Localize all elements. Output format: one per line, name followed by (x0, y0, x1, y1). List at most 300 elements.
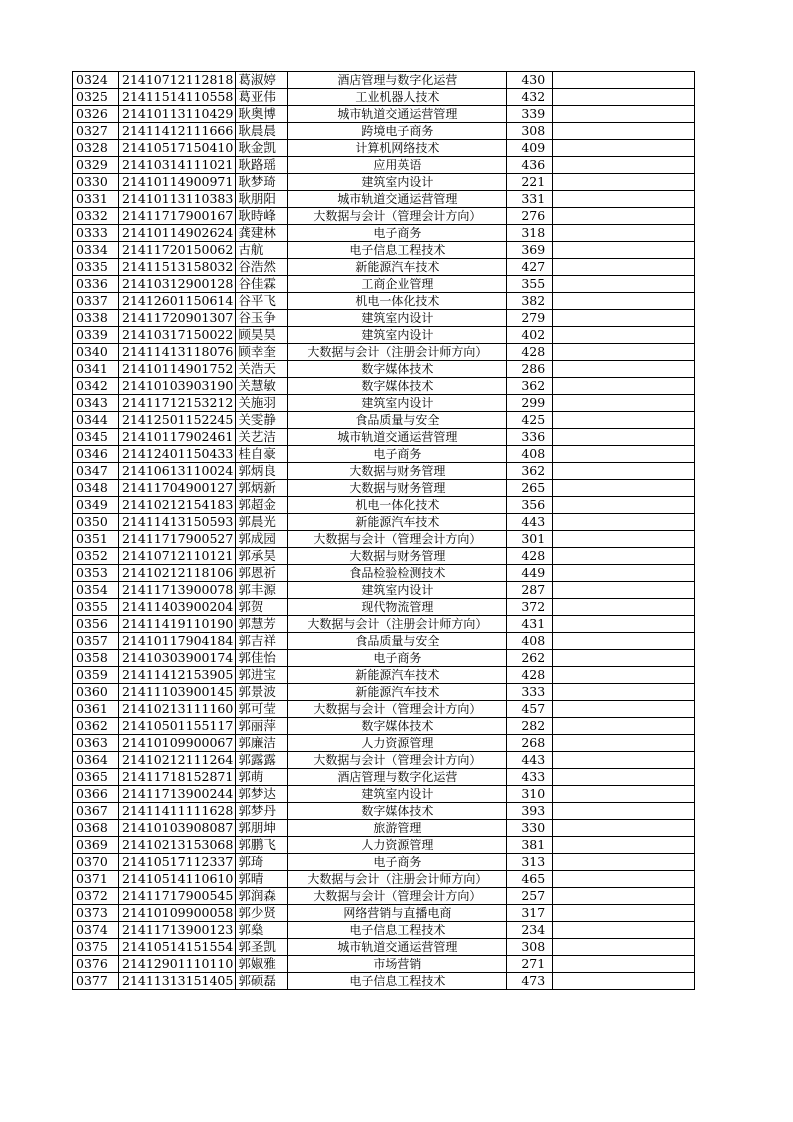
score-cell: 268 (507, 735, 553, 752)
score-cell: 443 (507, 752, 553, 769)
name-cell: 郭炳良 (236, 463, 288, 480)
seq-cell: 0358 (73, 650, 119, 667)
table-row (73, 497, 695, 514)
seq-cell: 0362 (73, 718, 119, 735)
exam-id-cell: 21410712110121 (119, 548, 236, 565)
exam-id-cell: 21410317150022 (119, 327, 236, 344)
remark-cell (553, 786, 695, 803)
seq-cell: 0339 (73, 327, 119, 344)
exam-id-cell: 21410314111021 (119, 157, 236, 174)
score-cell: 282 (507, 718, 553, 735)
score-cell: 257 (507, 888, 553, 905)
score-cell: 317 (507, 905, 553, 922)
score-cell: 369 (507, 242, 553, 259)
seq-cell: 0356 (73, 616, 119, 633)
table-row (73, 650, 695, 667)
exam-id-cell: 21410212111264 (119, 752, 236, 769)
major-cell: 新能源汽车技术 (288, 514, 507, 531)
name-cell: 耿晨晨 (236, 123, 288, 140)
name-cell: 关艺洁 (236, 429, 288, 446)
name-cell: 关雯静 (236, 412, 288, 429)
name-cell: 葛亚伟 (236, 89, 288, 106)
remark-cell (553, 327, 695, 344)
seq-cell: 0352 (73, 548, 119, 565)
name-cell: 郭承昊 (236, 548, 288, 565)
seq-cell: 0331 (73, 191, 119, 208)
seq-cell: 0360 (73, 684, 119, 701)
remark-cell (553, 276, 695, 293)
score-cell: 436 (507, 157, 553, 174)
major-cell: 机电一体化技术 (288, 497, 507, 514)
table-row (73, 633, 695, 650)
table-row (73, 803, 695, 820)
score-cell: 318 (507, 225, 553, 242)
score-cell: 279 (507, 310, 553, 327)
score-cell: 431 (507, 616, 553, 633)
exam-id-cell: 21410213111160 (119, 701, 236, 718)
seq-cell: 0324 (73, 72, 119, 89)
exam-id-cell: 21410117904184 (119, 633, 236, 650)
score-cell: 234 (507, 922, 553, 939)
major-cell: 城市轨道交通运营管理 (288, 106, 507, 123)
major-cell: 电子商务 (288, 650, 507, 667)
major-cell: 电子商务 (288, 225, 507, 242)
name-cell: 郭萌 (236, 769, 288, 786)
remark-cell (553, 293, 695, 310)
table-row (73, 786, 695, 803)
score-cell: 262 (507, 650, 553, 667)
table-row (73, 174, 695, 191)
score-cell: 428 (507, 344, 553, 361)
exam-id-cell: 21411513158032 (119, 259, 236, 276)
table-row (73, 429, 695, 446)
seq-cell: 0349 (73, 497, 119, 514)
remark-cell (553, 310, 695, 327)
score-cell: 271 (507, 956, 553, 973)
score-cell: 443 (507, 514, 553, 531)
table-row (73, 72, 695, 89)
remark-cell (553, 973, 695, 990)
seq-cell: 0334 (73, 242, 119, 259)
table-row (73, 854, 695, 871)
score-cell: 465 (507, 871, 553, 888)
score-cell: 457 (507, 701, 553, 718)
seq-cell: 0335 (73, 259, 119, 276)
major-cell: 大数据与会计（注册会计师方向） (288, 871, 507, 888)
name-cell: 耿金凯 (236, 140, 288, 157)
table-row (73, 820, 695, 837)
exam-id-cell: 21411717900167 (119, 208, 236, 225)
seq-cell: 0375 (73, 939, 119, 956)
exam-id-cell: 21410212154183 (119, 497, 236, 514)
table-row (73, 565, 695, 582)
seq-cell: 0365 (73, 769, 119, 786)
name-cell: 郭炳新 (236, 480, 288, 497)
major-cell: 食品质量与安全 (288, 633, 507, 650)
table-row (73, 769, 695, 786)
major-cell: 城市轨道交通运营管理 (288, 191, 507, 208)
remark-cell (553, 888, 695, 905)
remark-cell (553, 412, 695, 429)
table-row (73, 480, 695, 497)
seq-cell: 0325 (73, 89, 119, 106)
name-cell: 郭可莹 (236, 701, 288, 718)
major-cell: 大数据与财务管理 (288, 463, 507, 480)
exam-id-cell: 21411514110558 (119, 89, 236, 106)
score-cell: 339 (507, 106, 553, 123)
score-cell: 308 (507, 939, 553, 956)
remark-cell (553, 123, 695, 140)
score-cell: 265 (507, 480, 553, 497)
remark-cell (553, 837, 695, 854)
score-cell: 433 (507, 769, 553, 786)
major-cell: 工业机器人技术 (288, 89, 507, 106)
name-cell: 郭慧芳 (236, 616, 288, 633)
name-cell: 关施羽 (236, 395, 288, 412)
table-row (73, 276, 695, 293)
exam-id-cell: 21411313151405 (119, 973, 236, 990)
exam-id-cell: 21410613110024 (119, 463, 236, 480)
name-cell: 郭吉祥 (236, 633, 288, 650)
name-cell: 郭廉洁 (236, 735, 288, 752)
seq-cell: 0368 (73, 820, 119, 837)
exam-id-cell: 21410517150410 (119, 140, 236, 157)
table-row (73, 548, 695, 565)
remark-cell (553, 395, 695, 412)
major-cell: 新能源汽车技术 (288, 259, 507, 276)
seq-cell: 0329 (73, 157, 119, 174)
score-cell: 473 (507, 973, 553, 990)
major-cell: 城市轨道交通运营管理 (288, 429, 507, 446)
score-cell: 408 (507, 633, 553, 650)
seq-cell: 0372 (73, 888, 119, 905)
remark-cell (553, 497, 695, 514)
table-row (73, 225, 695, 242)
major-cell: 酒店管理与数字化运营 (288, 769, 507, 786)
remark-cell (553, 89, 695, 106)
remark-cell (553, 225, 695, 242)
seq-cell: 0374 (73, 922, 119, 939)
seq-cell: 0369 (73, 837, 119, 854)
name-cell: 郭晴 (236, 871, 288, 888)
major-cell: 大数据与会计（管理会计方向） (288, 701, 507, 718)
seq-cell: 0357 (73, 633, 119, 650)
remark-cell (553, 259, 695, 276)
major-cell: 计算机网络技术 (288, 140, 507, 157)
remark-cell (553, 361, 695, 378)
remark-cell (553, 803, 695, 820)
seq-cell: 0341 (73, 361, 119, 378)
table-row (73, 735, 695, 752)
score-cell: 286 (507, 361, 553, 378)
seq-cell: 0361 (73, 701, 119, 718)
remark-cell (553, 820, 695, 837)
score-cell: 432 (507, 89, 553, 106)
results-table (72, 71, 695, 990)
exam-id-cell: 21411713900123 (119, 922, 236, 939)
major-cell: 人力资源管理 (288, 837, 507, 854)
table-row (73, 310, 695, 327)
exam-id-cell: 21410117902461 (119, 429, 236, 446)
score-cell: 276 (507, 208, 553, 225)
exam-id-cell: 21411411111628 (119, 803, 236, 820)
score-cell: 430 (507, 72, 553, 89)
exam-id-cell: 21411713900244 (119, 786, 236, 803)
name-cell: 郭琦 (236, 854, 288, 871)
name-cell: 谷玉争 (236, 310, 288, 327)
exam-id-cell: 21412401150433 (119, 446, 236, 463)
table-row (73, 531, 695, 548)
seq-cell: 0350 (73, 514, 119, 531)
remark-cell (553, 429, 695, 446)
score-cell: 402 (507, 327, 553, 344)
major-cell: 大数据与会计（注册会计师方向） (288, 616, 507, 633)
table-row (73, 922, 695, 939)
name-cell: 郭露露 (236, 752, 288, 769)
exam-id-cell: 21411717900527 (119, 531, 236, 548)
major-cell: 大数据与财务管理 (288, 548, 507, 565)
seq-cell: 0376 (73, 956, 119, 973)
major-cell: 建筑室内设计 (288, 786, 507, 803)
table-row (73, 684, 695, 701)
exam-id-cell: 21412901110110 (119, 956, 236, 973)
table-row (73, 327, 695, 344)
score-cell: 336 (507, 429, 553, 446)
major-cell: 建筑室内设计 (288, 327, 507, 344)
remark-cell (553, 531, 695, 548)
score-cell: 409 (507, 140, 553, 157)
major-cell: 新能源汽车技术 (288, 684, 507, 701)
seq-cell: 0367 (73, 803, 119, 820)
remark-cell (553, 72, 695, 89)
name-cell: 葛淑婷 (236, 72, 288, 89)
name-cell: 顾幸奎 (236, 344, 288, 361)
name-cell: 郭丰源 (236, 582, 288, 599)
seq-cell: 0346 (73, 446, 119, 463)
exam-id-cell: 21411712153212 (119, 395, 236, 412)
major-cell: 应用英语 (288, 157, 507, 174)
name-cell: 耿梦琦 (236, 174, 288, 191)
score-cell: 308 (507, 123, 553, 140)
exam-id-cell: 21410514110610 (119, 871, 236, 888)
remark-cell (553, 650, 695, 667)
remark-cell (553, 871, 695, 888)
exam-id-cell: 21411413118076 (119, 344, 236, 361)
remark-cell (553, 191, 695, 208)
seq-cell: 0327 (73, 123, 119, 140)
table-row (73, 140, 695, 157)
exam-id-cell: 21410114902624 (119, 225, 236, 242)
table-row (73, 582, 695, 599)
table-row (73, 973, 695, 990)
score-cell: 356 (507, 497, 553, 514)
table-row (73, 956, 695, 973)
name-cell: 郭恩祈 (236, 565, 288, 582)
remark-cell (553, 854, 695, 871)
score-cell: 425 (507, 412, 553, 429)
major-cell: 建筑室内设计 (288, 395, 507, 412)
seq-cell: 0343 (73, 395, 119, 412)
exam-id-cell: 21410712112818 (119, 72, 236, 89)
remark-cell (553, 701, 695, 718)
remark-cell (553, 684, 695, 701)
major-cell: 新能源汽车技术 (288, 667, 507, 684)
name-cell: 郭婌雅 (236, 956, 288, 973)
exam-id-cell: 21410109900058 (119, 905, 236, 922)
seq-cell: 0377 (73, 973, 119, 990)
seq-cell: 0366 (73, 786, 119, 803)
table-row (73, 616, 695, 633)
seq-cell: 0337 (73, 293, 119, 310)
remark-cell (553, 667, 695, 684)
table-row (73, 242, 695, 259)
score-cell: 287 (507, 582, 553, 599)
table-body (73, 72, 695, 990)
score-cell: 331 (507, 191, 553, 208)
seq-cell: 0353 (73, 565, 119, 582)
score-cell: 428 (507, 667, 553, 684)
major-cell: 数字媒体技术 (288, 718, 507, 735)
exam-id-cell: 21411717900545 (119, 888, 236, 905)
seq-cell: 0370 (73, 854, 119, 871)
remark-cell (553, 480, 695, 497)
remark-cell (553, 633, 695, 650)
remark-cell (553, 140, 695, 157)
exam-id-cell: 21411412153905 (119, 667, 236, 684)
remark-cell (553, 905, 695, 922)
major-cell: 市场营销 (288, 956, 507, 973)
exam-id-cell: 21410501155117 (119, 718, 236, 735)
name-cell: 耿時峰 (236, 208, 288, 225)
seq-cell: 0351 (73, 531, 119, 548)
name-cell: 郭梦达 (236, 786, 288, 803)
score-cell: 301 (507, 531, 553, 548)
score-cell: 449 (507, 565, 553, 582)
name-cell: 耿朋阳 (236, 191, 288, 208)
seq-cell: 0338 (73, 310, 119, 327)
remark-cell (553, 157, 695, 174)
seq-cell: 0344 (73, 412, 119, 429)
remark-cell (553, 565, 695, 582)
major-cell: 大数据与会计（管理会计方向） (288, 531, 507, 548)
table-row (73, 208, 695, 225)
seq-cell: 0347 (73, 463, 119, 480)
seq-cell: 0354 (73, 582, 119, 599)
name-cell: 郭硕磊 (236, 973, 288, 990)
seq-cell: 0326 (73, 106, 119, 123)
exam-id-cell: 21410113110429 (119, 106, 236, 123)
table-row (73, 344, 695, 361)
seq-cell: 0328 (73, 140, 119, 157)
table-row (73, 837, 695, 854)
remark-cell (553, 174, 695, 191)
seq-cell: 0336 (73, 276, 119, 293)
remark-cell (553, 922, 695, 939)
name-cell: 关浩天 (236, 361, 288, 378)
exam-id-cell: 21410213153068 (119, 837, 236, 854)
table-row (73, 259, 695, 276)
exam-id-cell: 21410103908087 (119, 820, 236, 837)
table-row (73, 599, 695, 616)
table-row (73, 514, 695, 531)
score-cell: 428 (507, 548, 553, 565)
major-cell: 网络营销与直播电商 (288, 905, 507, 922)
table-row (73, 446, 695, 463)
major-cell: 数字媒体技术 (288, 378, 507, 395)
major-cell: 食品质量与安全 (288, 412, 507, 429)
exam-id-cell: 21411720150062 (119, 242, 236, 259)
name-cell: 郭丽萍 (236, 718, 288, 735)
name-cell: 郭景波 (236, 684, 288, 701)
major-cell: 大数据与会计（注册会计师方向） (288, 344, 507, 361)
remark-cell (553, 718, 695, 735)
remark-cell (553, 939, 695, 956)
score-cell: 393 (507, 803, 553, 820)
table-row (73, 157, 695, 174)
name-cell: 关慧敏 (236, 378, 288, 395)
score-cell: 427 (507, 259, 553, 276)
score-cell: 382 (507, 293, 553, 310)
major-cell: 电子商务 (288, 446, 507, 463)
seq-cell: 0340 (73, 344, 119, 361)
table-row (73, 871, 695, 888)
remark-cell (553, 106, 695, 123)
major-cell: 机电一体化技术 (288, 293, 507, 310)
name-cell: 古航 (236, 242, 288, 259)
exam-id-cell: 21410303900174 (119, 650, 236, 667)
major-cell: 大数据与会计（管理会计方向） (288, 752, 507, 769)
score-cell: 362 (507, 463, 553, 480)
major-cell: 现代物流管理 (288, 599, 507, 616)
remark-cell (553, 956, 695, 973)
seq-cell: 0348 (73, 480, 119, 497)
seq-cell: 0355 (73, 599, 119, 616)
seq-cell: 0359 (73, 667, 119, 684)
major-cell: 电子信息工程技术 (288, 973, 507, 990)
seq-cell: 0333 (73, 225, 119, 242)
score-cell: 408 (507, 446, 553, 463)
major-cell: 酒店管理与数字化运营 (288, 72, 507, 89)
table-row (73, 412, 695, 429)
table-row (73, 718, 695, 735)
exam-id-cell: 21410114900971 (119, 174, 236, 191)
exam-id-cell: 21410109900067 (119, 735, 236, 752)
table-row (73, 395, 695, 412)
seq-cell: 0363 (73, 735, 119, 752)
seq-cell: 0364 (73, 752, 119, 769)
name-cell: 郭润森 (236, 888, 288, 905)
exam-id-cell: 21410114901752 (119, 361, 236, 378)
major-cell: 人力资源管理 (288, 735, 507, 752)
exam-id-cell: 21412601150614 (119, 293, 236, 310)
remark-cell (553, 735, 695, 752)
name-cell: 郭进宝 (236, 667, 288, 684)
score-cell: 313 (507, 854, 553, 871)
name-cell: 郭成园 (236, 531, 288, 548)
name-cell: 耿奥博 (236, 106, 288, 123)
exam-id-cell: 21410113110383 (119, 191, 236, 208)
major-cell: 建筑室内设计 (288, 310, 507, 327)
score-cell: 362 (507, 378, 553, 395)
remark-cell (553, 208, 695, 225)
name-cell: 郭佳怡 (236, 650, 288, 667)
seq-cell: 0373 (73, 905, 119, 922)
remark-cell (553, 514, 695, 531)
seq-cell: 0371 (73, 871, 119, 888)
exam-id-cell: 21410312900128 (119, 276, 236, 293)
name-cell: 顾昊昊 (236, 327, 288, 344)
exam-id-cell: 21411713900078 (119, 582, 236, 599)
